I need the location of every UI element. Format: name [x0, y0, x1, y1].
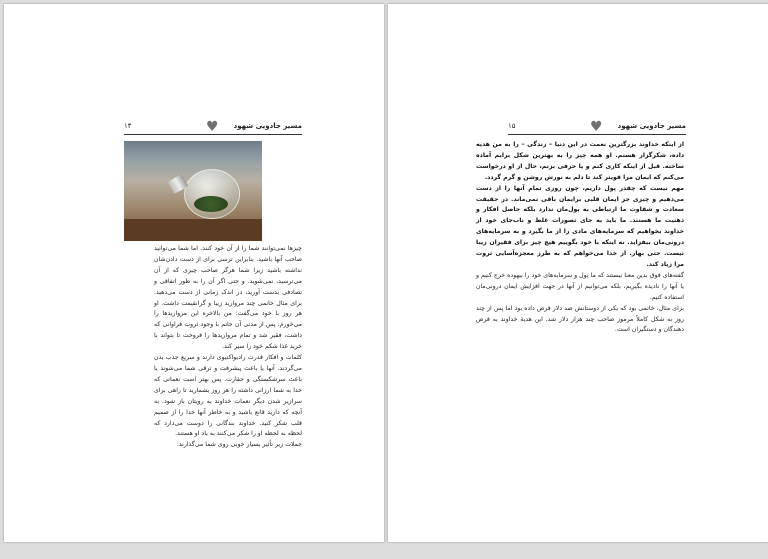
page-body: [154, 244, 302, 451]
page-number: ۱۴: [124, 122, 132, 130]
paragraph: برای مثال، خانمی بود که یکی از دوستانش صد دلار قرض داده بود اما پس از چند روز به شکل کاملاً مرموز صاحب چند هزار دلار شد. این هدیهٔ خداوند به قرض دهندگان و دستگیران است.: [476, 304, 684, 334]
page-number: ۱۵: [508, 122, 516, 130]
bold-paragraph: از اینکه خداوند بزرگترین نعمت در این دنیا – زندگی – را به من هدیه داده، شکرگزار هستم. او همه چیز را به بهترین شکل برایم آماده ساخته. قبل از اینکه کاری کنم و یا حرفی بزنم، حال از او درخواست می‌کنم که ایمان مرا قویتر کند تا دلم به نورش روشن و گرم گردد.: [476, 141, 684, 181]
moss-plant: [194, 196, 228, 212]
table-surface: [124, 219, 262, 241]
page-header: [124, 120, 302, 135]
page-left: [4, 4, 384, 542]
paragraph: جملات زیر تأثیر بسیار خوبی روی شما می‌گذارند:: [176, 441, 302, 449]
page-header: [508, 120, 686, 135]
header-title: مسیر جادویی شهود: [617, 122, 686, 130]
page-body: [476, 140, 684, 336]
paragraph: چیزها نمی‌توانند شما را از آن خود کنند. اما شما می‌توانید صاحب آنها باشید. بنابراین ترسی برای از دست دادن‌شان نداشته باشید زیرا شما هرگز صاحب چیزی که از آن می‌ترسید، نمی‌شوید. و حتی اگر آن را به طور اتفاقی و تصادفی بدست آورید، در اندک زمانی از دست می‌دهید. برای مثال خانمی چند مروارید زیبا و گرانقیمت داشت. او هر روز با خود می‌گفت: من بالاخره این مرواریدها را می‌خورم. پس از مدتی آن خانم با وجود ثروت فراوانی که داشت، فقیر شد و تمام مرواریدها را فروخت تا بتواند با خرید غذا شکم خود را سیر کند.: [154, 245, 302, 351]
heart-icon: ♥: [206, 119, 219, 135]
page-right: [388, 4, 768, 542]
bold-paragraph: مهم نیست که چقدر پول داریم، چون روزی تمام آنها را از دست می‌دهیم و چیزی جز ایمان قلبی برایمان باقی نمی‌ماند. در حقیقت سعادت و شقاوت ما ارتباطی به پول‌مان ندارد بلکه حاصل افکار و ذهنیت ما هستند. ما باید به جای تصورات غلط و ناب‌جای خود از خداوند بخواهیم که سرمایه‌های مادی را از ما بگیرد و به سرمایه‌های درونی‌مان بیفزاید. نه اینکه با خود بگوییم هیچ چیز برای فقیران زیبا نیست. حتی بهار. از خدا می‌خواهم که به طرز معجزه‌آسایی ثروت مرا زیاد کند.: [476, 184, 684, 268]
paragraph: گفته‌های فوق بدین معنا نیستند که ما پول و سرمایه‌های خود را بیهوده خرج کنیم و یا آنها را نادیده بگیریم، بلکه می‌توانیم از آنها در جهت افزایش ایمان درونی‌مان استفاده کنیم.: [476, 271, 684, 301]
bulb-terrarium-photo: [124, 141, 262, 241]
heart-icon: ♥: [590, 119, 603, 135]
header-title: مسیر جادویی شهود: [233, 122, 302, 130]
paragraph: کلمات و افکار قدرت رادیواکتیوی دارند و سریع جذب بدن می‌گردند. آنها یا باعث پیشرفت و ترقی شما می‌شوند یا باعث سرشکستگی و حقارت. پس بهتر است نعماتی که خدا به شما ارزانی داشته را هر روز بشمارید تا راهی برای سرازیر شدن دیگر نعمات خداوند به رویتان باز شود. به آنچه که دارید قانع باشید و به خاطر آنها خدا را از صمیم قلب شکر کنید. خداوند بندگانی را دوست می‌دارد که لحظه به لحظه او را شکر می‌کنند به یاد او هستند.: [154, 354, 302, 438]
